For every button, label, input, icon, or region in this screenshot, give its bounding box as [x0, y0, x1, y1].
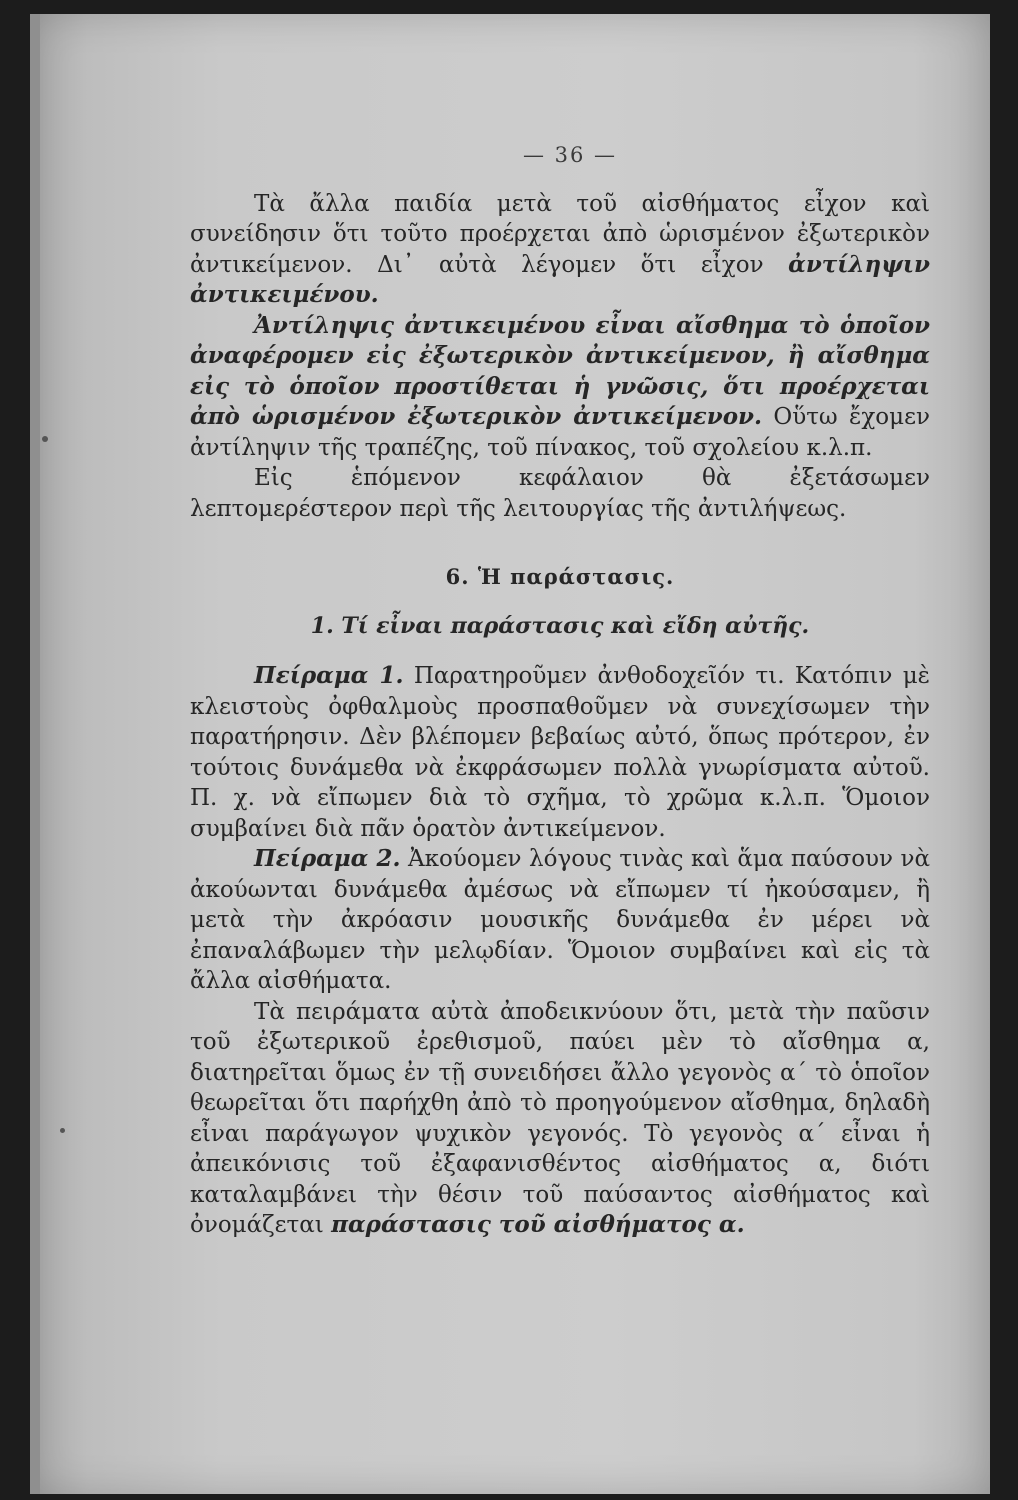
experiment-label: Πείραμα 1.: [254, 662, 404, 689]
subsection-heading: 1. Τί εἶναι παράστασις καὶ εἴδη αὐτῆς.: [310, 612, 810, 639]
dust-speck: [60, 1128, 65, 1133]
emphasis-text: παράστασις τοῦ αἰσθήματος α.: [331, 1211, 745, 1238]
dust-speck: [42, 436, 48, 442]
emphasis-text: ἀντίληψιν ἀντικειμένου.: [190, 250, 930, 308]
paragraph-perception-definition: [190, 311, 930, 464]
paragraph-experiment-1: [190, 661, 930, 844]
paragraph-text: Οὕτω ἔχομεν ἀντίληψιν τῆς τραπέζης, τοῦ πίνακος, τοῦ σχολείου κ.λ.π.: [190, 404, 930, 461]
paragraph-next-chapter: Εἰς ἑπόμενον κεφάλαιον θὰ ἐξετάσωμεν λεπτομερέστερον περὶ τῆς λειτουργίας τῆς ἀντιλήψεως.: [190, 465, 930, 522]
experiment-label: Πείραμα 2.: [254, 845, 401, 872]
page-body: [190, 140, 930, 1241]
paragraph-conclusion: [190, 997, 930, 1241]
section-heading: 6. Ἡ παράστασις.: [445, 564, 675, 589]
paragraph-text: Ἀκούομεν λόγους τινὰς καὶ ἅμα παύσουν νὰ ἀκούωνται δυνάμεθα ἀμέσως νὰ εἴπωμεν τί ἠκούσαμεν, ἢ μετὰ τὴν ἀκρόασιν μουσικῆς δυνάμεθα ἐν μέρει νὰ ἐπαναλάβωμεν τὴν μελῳδίαν. Ὅμοιον συμβαίνει καὶ εἰς τὰ ἄλλα αἰσθήματα.: [190, 846, 931, 994]
paragraph-perception-intro: [190, 189, 930, 311]
definition-text: Ἀντίληψις ἀντικειμένου εἶναι αἴσθημα τὸ ὁποῖον ἀναφέρομεν εἰς ἐξωτερικὸν ἀντικείμενον, ἢ αἴσθημα εἰς τὸ ὁποῖον προστίθεται ἡ γνῶσις, ὅτι προέρχεται ἀπὸ ὡρισμένον ἐξωτερικὸν ἀντικείμενον.: [190, 311, 930, 430]
paragraph-experiment-2: [190, 844, 930, 997]
page-number: — 36 —: [522, 143, 618, 167]
paragraph-text: Τὰ ἄλλα παιδία μετὰ τοῦ αἰσθήματος εἶχον καὶ συνείδησιν ὅτι τοῦτο προέρχεται ἀπὸ ὡρισμένον ἐξωτερικὸν ἀντικείμενον. Δι᾽ αὐτὰ λέγομεν ὅτι εἶχον: [190, 190, 930, 278]
paragraph-text: Τὰ πειράματα αὐτὰ ἀποδεικνύουν ὅτι, μετὰ τὴν παῦσιν τοῦ ἐξωτερικοῦ ἐρεθισμοῦ, παύει μὲν τὸ αἴσθημα α, διατηρεῖται ὅμως ἐν τῇ συνειδήσει ἄλλο γεγονὸς α΄ τὸ ὁποῖον θεωρεῖται ὅτι παρήχθη ἀπὸ τὸ προηγούμενον αἴσθημα, δηλαδὴ εἶναι παράγωγον ψυχικὸν γεγονός. Τὸ γεγονὸς α΄ εἶναι ἡ ἀπεικόνισις τοῦ ἐξαφανισθέντος αἰσθήματος α, διότι καταλαμβάνει τὴν θέσιν τοῦ παύσαντος αἰσθήματος καὶ ὀνομάζεται: [190, 998, 930, 1238]
paragraph-text: Παρατηροῦμεν ἀνθοδοχεῖόν τι. Κατόπιν μὲ κλειστοὺς ὀφθαλμοὺς προσπαθοῦμεν νὰ συνεχίσωμεν τὴν παρατήρησιν. Δὲν βλέπομεν βεβαίως αὐτό, ὅπως πρότερον, ἐν τούτοις δυνάμεθα νὰ ἐκφράσωμεν πολλὰ γνωρίσματα αὐτοῦ. Π. χ. νὰ εἴπωμεν διὰ τὸ σχῆμα, τὸ χρῶμα κ.λ.π. Ὅμοιον συμβαίνει διὰ πᾶν ὁρατὸν ἀντικείμενον.: [190, 663, 930, 842]
page-binding-edge: [30, 14, 40, 1494]
